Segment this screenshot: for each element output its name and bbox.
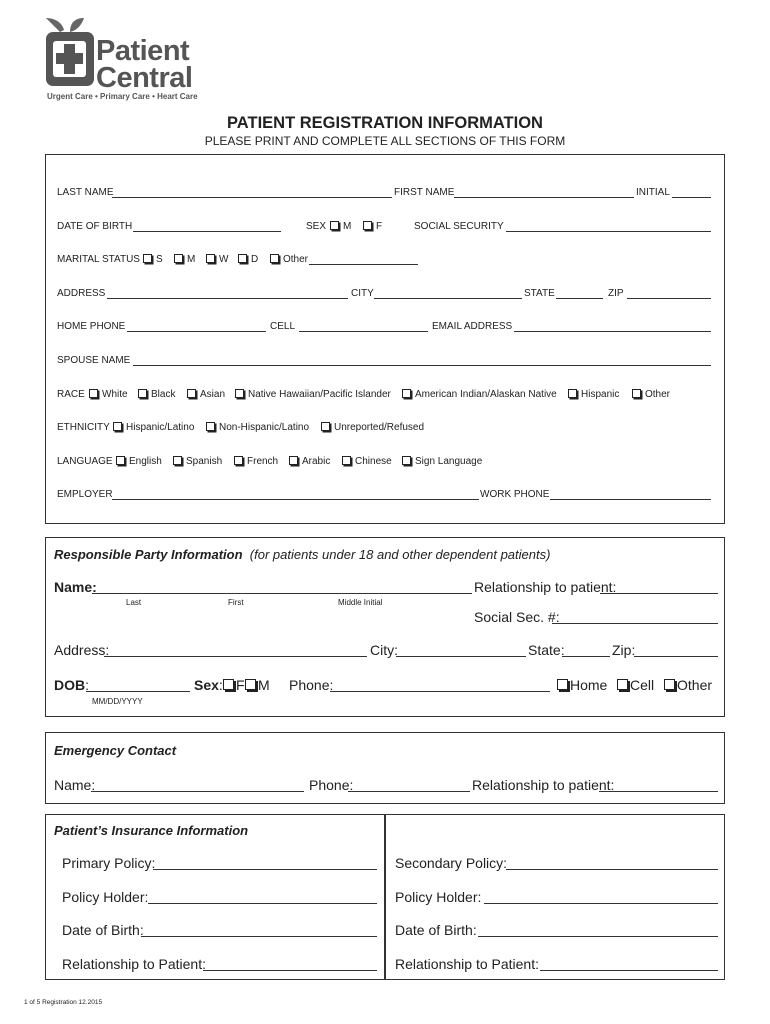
primary-policy-label: Primary Policy: [62,855,156,871]
sex-label: SEX [306,221,327,232]
logo-line2: Central [96,62,193,94]
checkbox-icon[interactable] [206,254,215,263]
language-option[interactable] [116,456,162,468]
resp-dob-field[interactable] [86,691,190,692]
language-option[interactable] [234,456,278,468]
ssn-field[interactable] [506,231,711,232]
language-option-label: Arabic [302,456,331,467]
checkbox-icon[interactable] [321,422,330,431]
checkbox-icon[interactable] [402,389,411,398]
emergency-name-field[interactable] [91,791,304,792]
marital-w-label: W [219,254,229,265]
race-option-label: Hispanic [581,389,620,400]
city-label: CITY [351,288,374,299]
primary-relationship-label: Relationship to Patient: [62,956,206,972]
emergency-relationship-field[interactable] [599,791,718,792]
primary-holder-field[interactable] [148,903,377,904]
initial-field[interactable] [672,197,711,198]
checkbox-icon[interactable] [245,679,256,690]
secondary-dob-field[interactable] [478,936,718,937]
resp-state-label: State: [528,642,565,658]
responsible-subtitle: (for patients under 18 and other dependent patients) [249,547,551,562]
secondary-holder-label: Policy Holder: [395,889,482,905]
secondary-holder-field[interactable] [484,903,718,904]
race-option[interactable] [632,389,670,401]
address-label: ADDRESS [57,288,106,299]
resp-sex-m-option[interactable] [245,677,270,693]
insurance-title: Patient’s Insurance Information [54,823,249,838]
emergency-title: Emergency Contact [54,743,177,758]
resp-sex-colon: : [218,677,223,693]
state-label: STATE [524,288,555,299]
resp-phone-cell-label: Cell [630,677,655,693]
race-option[interactable] [568,389,619,401]
race-option[interactable] [138,389,175,401]
marital-w-option[interactable] [206,254,228,266]
marital-d-option[interactable] [238,254,258,266]
first-name-label: FIRST NAME [394,187,455,198]
marital-other-label: Other [283,254,309,265]
secondary-policy-field[interactable] [506,869,718,870]
marital-m-option[interactable] [174,254,195,266]
emergency-relationship-label: Relationship to patient: [472,777,615,793]
checkbox-icon[interactable] [116,456,125,465]
resp-city-field[interactable] [396,656,526,657]
resp-last-hint: Last [126,598,142,607]
resp-relationship-field[interactable] [600,593,718,594]
race-option[interactable] [187,389,225,401]
work-phone-label: WORK PHONE [480,489,550,500]
secondary-policy-label: Secondary Policy: [395,855,508,871]
sex-f-option[interactable] [363,221,382,233]
checkbox-icon[interactable] [173,456,182,465]
ssn-label: SOCIAL SECURITY [414,221,504,232]
secondary-relationship-label: Relationship to Patient: [395,956,539,972]
resp-state-field[interactable] [562,656,610,657]
language-option[interactable] [402,456,482,468]
email-field[interactable] [514,331,711,332]
language-option[interactable] [173,456,222,468]
resp-ssn-label: Social Sec. #: [474,609,560,625]
resp-address-label: Address: [54,642,110,658]
marital-other-option[interactable] [270,254,308,266]
resp-middle-hint: Middle Initial [338,598,383,607]
primary-relationship-field[interactable] [203,970,377,971]
race-option-label: Asian [200,389,226,400]
cell-label: CELL [270,321,296,332]
resp-sex-text: Sex [194,677,219,693]
primary-dob-field[interactable] [141,936,377,937]
sex-f-label: F [376,221,383,232]
emergency-phone-field[interactable] [348,791,470,792]
email-label: EMAIL ADDRESS [432,321,513,332]
home-phone-label: HOME PHONE [57,321,126,332]
zip-label: ZIP [608,288,624,299]
race-label: RACE [57,389,85,400]
address-field[interactable] [107,298,348,299]
dob-label: DATE OF BIRTH [57,221,133,232]
resp-phone-label: Phone: [289,677,334,693]
ethnicity-option[interactable] [206,422,309,434]
resp-phone-field[interactable] [330,691,550,692]
language-option-label: French [247,456,279,467]
state-field[interactable] [556,298,603,299]
spouse-field[interactable] [133,365,711,366]
language-label: LANGUAGE [57,456,113,467]
zip-field[interactable] [627,298,711,299]
initial-label: INITIAL [636,187,670,198]
emergency-phone-label: Phone: [309,777,354,793]
resp-sex-m-label: M [258,677,270,693]
employer-field[interactable] [112,499,479,500]
language-option-label: Sign Language [415,456,483,467]
checkbox-icon[interactable] [363,221,372,230]
checkbox-icon[interactable] [632,389,641,398]
marital-m-label: M [187,254,196,265]
ethnicity-label: ETHNICITY [57,422,110,433]
checkbox-icon[interactable] [557,679,568,690]
checkbox-icon[interactable] [664,679,675,690]
marital-other-field[interactable] [309,264,418,265]
checkbox-icon[interactable] [330,221,339,230]
race-option-label: Other [645,389,671,400]
checkbox-icon[interactable] [617,679,628,690]
resp-sex-f-option[interactable] [223,677,245,693]
resp-city-label: City: [370,642,398,658]
resp-name-label: Name: [54,579,97,595]
form-title: PATIENT REGISTRATION INFORMATION [227,114,543,132]
emergency-name-label: Name: [54,777,96,793]
checkbox-icon[interactable] [568,389,577,398]
marital-s-label: S [156,254,163,265]
resp-zip-label: Zip: [612,642,636,658]
marital-label: MARITAL STATUS [57,254,140,265]
language-option-label: Chinese [355,456,392,467]
resp-sex-f-label: F [236,677,245,693]
resp-first-hint: First [228,598,244,607]
responsible-title-text: Responsible Party Information [54,547,243,562]
resp-sex-label [194,677,223,693]
sex-m-label: M [343,221,352,232]
secondary-relationship-field[interactable] [540,970,718,971]
language-option[interactable] [342,456,392,468]
race-option-label: Black [151,389,176,400]
language-option-label: English [129,456,162,467]
resp-phone-home-option[interactable] [557,677,607,693]
ethnicity-option-label: Non-Hispanic/Latino [219,422,310,433]
dob-field[interactable] [133,231,281,232]
logo-cross-icon [44,18,96,90]
race-option-label: American Indian/Alaskan Native [415,389,557,400]
ethnicity-option[interactable] [321,422,424,434]
marital-s-option[interactable] [143,254,163,266]
language-option-label: Spanish [186,456,223,467]
checkbox-icon[interactable] [223,679,234,690]
checkbox-icon[interactable] [89,389,98,398]
ethnicity-option[interactable] [113,422,194,434]
checkbox-icon[interactable] [113,422,122,431]
logo-line1: Patient [96,35,190,67]
resp-dob-format-hint: MM/DD/YYYY [92,697,143,706]
sex-m-option[interactable] [330,221,351,233]
primary-dob-label: Date of Birth: [62,922,144,938]
resp-phone-other-label: Other [677,677,713,693]
last-name-field[interactable] [112,197,392,198]
resp-phone-cell-option[interactable] [617,677,654,693]
race-option[interactable] [402,389,557,401]
home-phone-field[interactable] [127,331,266,332]
resp-phone-home-label: Home [570,677,608,693]
resp-relationship-label: Relationship to patient: [474,579,617,595]
resp-zip-field[interactable] [634,656,718,657]
resp-name-field[interactable] [92,593,472,594]
checkbox-icon[interactable] [342,456,351,465]
race-option[interactable] [235,389,391,401]
race-option[interactable] [89,389,128,401]
checkbox-icon[interactable] [289,456,298,465]
checkbox-icon[interactable] [174,254,183,263]
last-name-label: LAST NAME [57,187,114,198]
patient-info-section [45,154,725,524]
race-option-label: Native Hawaiian/Pacific Islander [248,389,391,400]
checkbox-icon[interactable] [187,389,196,398]
checkbox-icon[interactable] [270,254,279,263]
resp-phone-other-option[interactable] [664,677,712,693]
race-option-label: White [102,389,128,400]
employer-label: EMPLOYER [57,489,113,500]
resp-dob-label [54,677,89,693]
checkbox-icon[interactable] [234,456,243,465]
checkbox-icon[interactable] [143,254,152,263]
resp-dob-colon: : [85,677,90,693]
resp-ssn-field[interactable] [552,623,718,624]
checkbox-icon[interactable] [238,254,247,263]
checkbox-icon[interactable] [235,389,244,398]
work-phone-field[interactable] [550,499,711,500]
cell-field[interactable] [299,331,428,332]
resp-dob-text: DOB [54,677,86,693]
checkbox-icon[interactable] [402,456,411,465]
primary-holder-label: Policy Holder: [62,889,149,905]
first-name-field[interactable] [454,197,634,198]
logo-tagline: Urgent Care • Primary Care • Heart Care [47,92,198,101]
resp-address-field[interactable] [104,656,367,657]
checkbox-icon[interactable] [206,422,215,431]
form-subtitle: PLEASE PRINT AND COMPLETE ALL SECTIONS OF THIS FORM [204,134,566,148]
city-field[interactable] [374,298,522,299]
marital-d-label: D [251,254,259,265]
responsible-title [54,547,550,562]
footer-text: 1 of 5 Registration 12.2015 [24,999,103,1006]
primary-policy-field[interactable] [153,869,377,870]
secondary-dob-label: Date of Birth: [395,922,477,938]
checkbox-icon[interactable] [138,389,147,398]
language-option[interactable] [289,456,330,468]
ethnicity-option-label: Unreported/Refused [334,422,425,433]
spouse-label: SPOUSE NAME [57,355,131,366]
ethnicity-option-label: Hispanic/Latino [126,422,195,433]
